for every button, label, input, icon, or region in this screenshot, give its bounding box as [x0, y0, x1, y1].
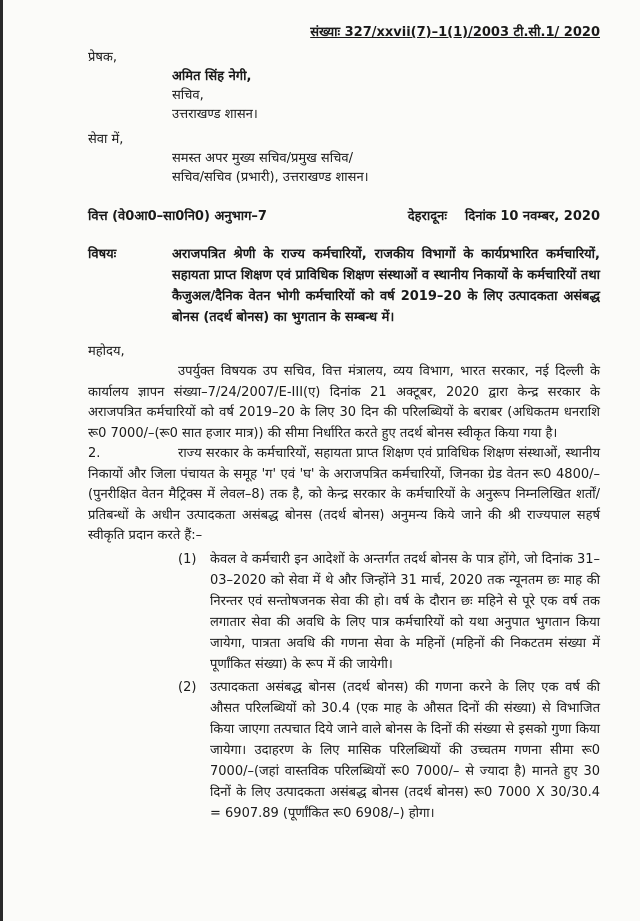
condition-number: (2): [178, 679, 197, 695]
salutation: महोदय,: [88, 344, 125, 359]
paragraph-1: उपर्युक्त विषयक उप सचिव, वित्त मंत्रालय, व्यय विभाग, भारत सरकार, नई दिल्ली के कार्यालय ज्ञापन संख्या–7/24/2007/E-III(ए) दिनांक 21 अक्टूबर, 2020 द्वारा केन्द्र सरकार के अराजपत्रित कर्मचारियों को वर्ष 2019–20 के लिए 30 दिन की परिलब्धियों के बराबर (अधिकतम धनराशि रू0 7000/–(रू0 सात हजार मात्र)) की सीमा निर्धारित करते हुए तदर्थ बोनस स्वीकृत किया गया है।: [88, 364, 600, 441]
department: वित्त (वे0आ0–सा0नि0) अनुभाग–7: [88, 209, 267, 224]
subject-label: विषयः: [88, 247, 117, 262]
paragraph-2-text: राज्य सरकार के कर्मचारियों, सहायता प्राप्त शिक्षण एवं प्राविधिक शिक्षण संस्थाओं, स्थानीय निकायों और जिला पंचायत के समूह 'ग' एवं 'घ' के अराजपत्रित कर्मचारियों, जिनका ग्रेड वेतन रू0 4800/– (पुनरीक्षित वेतन मैट्रिक्स में लेवल–8) तक है, को केन्द्र सरकार के कर्मचारियों के अनुरूप निम्नलिखित शर्तों/प्रतिबन्धों के अधीन उत्पादकता असंबद्ध बोनस (तदर्थ बोनस) अनुमन्य किये जाने की श्री राज्यपाल सहर्ष स्वीकृति प्रदान करते हैं:–: [88, 446, 600, 543]
sender-designation: सचिव,: [172, 88, 204, 103]
sender-label: प्रेषक,: [88, 50, 118, 65]
recipient-line2: सचिव/सचिव (प्रभारी), उत्तराखण्ड शासन।: [172, 170, 369, 185]
place: देहरादूनः: [407, 209, 447, 224]
recipient-label: सेवा में,: [88, 132, 124, 147]
letter-date: दिनांक 10 नवम्बर, 2020: [464, 209, 600, 224]
condition-text: उत्पादकता असंबद्ध बोनस (तदर्थ बोनस) की गणना करने के लिए एक वर्ष की औसत परिलब्धियों को 30.4 (एक माह के औसत दिनों की संख्या) से विभाजित किया जाएगा तत्पचात दिये जाने वाले बोनस के दिनों की संख्या से इसको गुणा किया जायेगा। उदाहरण के लिए मासिक परिलब्धियों की उच्चतम गणना सीमा रू0 7000/–(जहां वास्तविक परिलब्धियों रू0 7000/– से ज्यादा है) मानते हुए 30 दिनों के लिए उत्पादकता असंबद्ध बोनस (तदर्थ बोनस) रू0 7000 X 30/30.4 = 6907.89 (पूर्णांकित रू0 6908/–) होगा।: [210, 679, 600, 821]
paragraph-2: [88, 444, 600, 547]
sender-name: अमित सिंह नेगी,: [172, 69, 252, 84]
paragraph-2-number: 2.: [88, 446, 101, 461]
condition-2: [178, 677, 600, 824]
subject-text: अराजपत्रित श्रेणी के राज्य कर्मचारियों, राजकीय विभागों के कार्यप्रभारित कर्मचारियों, सहायता प्राप्त शिक्षण एवं प्राविधिक शिक्षण संस्थाओं व स्थानीय निकायों के कर्मचारियों तथा कैजुअल/दैनिक वेतन भोगी कर्मचारियों को वर्ष 2019–20 के लिए उत्पादकता असंबद्ध बोनस (तदर्थ बोनस) का भुगतान के सम्बन्ध में।: [172, 247, 600, 325]
department-date-row: [88, 207, 600, 226]
condition-text: केवल वे कर्मचारी इन आदेशों के अन्तर्गत तदर्थ बोनस के पात्र होंगे, जो दिनांक 31–03–2020 को सेवा में थे और जिन्होंने 31 मार्च, 2020 तक न्यूनतम छः माह की निरन्तर एवं सन्तोषजनक सेवा की हो। वर्ष के दौरान छः महिने से पूरे एक वर्ष तक लगातार सेवा की अवधि के लिए पात्र कर्मचारियों को यथा अनुपात भुगतान किया जायेगा, पात्रता अवधि की गणना सेवा के महिनों (महिनों की निकटतम संख्या में पूर्णांकित संख्या) के रूप में की जायेगी।: [210, 551, 600, 672]
sender-office: उत्तराखण्ड शासन।: [172, 107, 258, 122]
condition-number: (1): [178, 551, 197, 567]
reference-number: संख्याः 327/xxvii(7)–1(1)/2003 टी.सी.1/ 2020: [310, 25, 600, 40]
recipient-line1: समस्त अपर मुख्य सचिव/प्रमुख सचिव/: [172, 151, 353, 166]
subject: [88, 244, 600, 328]
scan-edge: [0, 0, 3, 921]
condition-1: [178, 549, 600, 675]
